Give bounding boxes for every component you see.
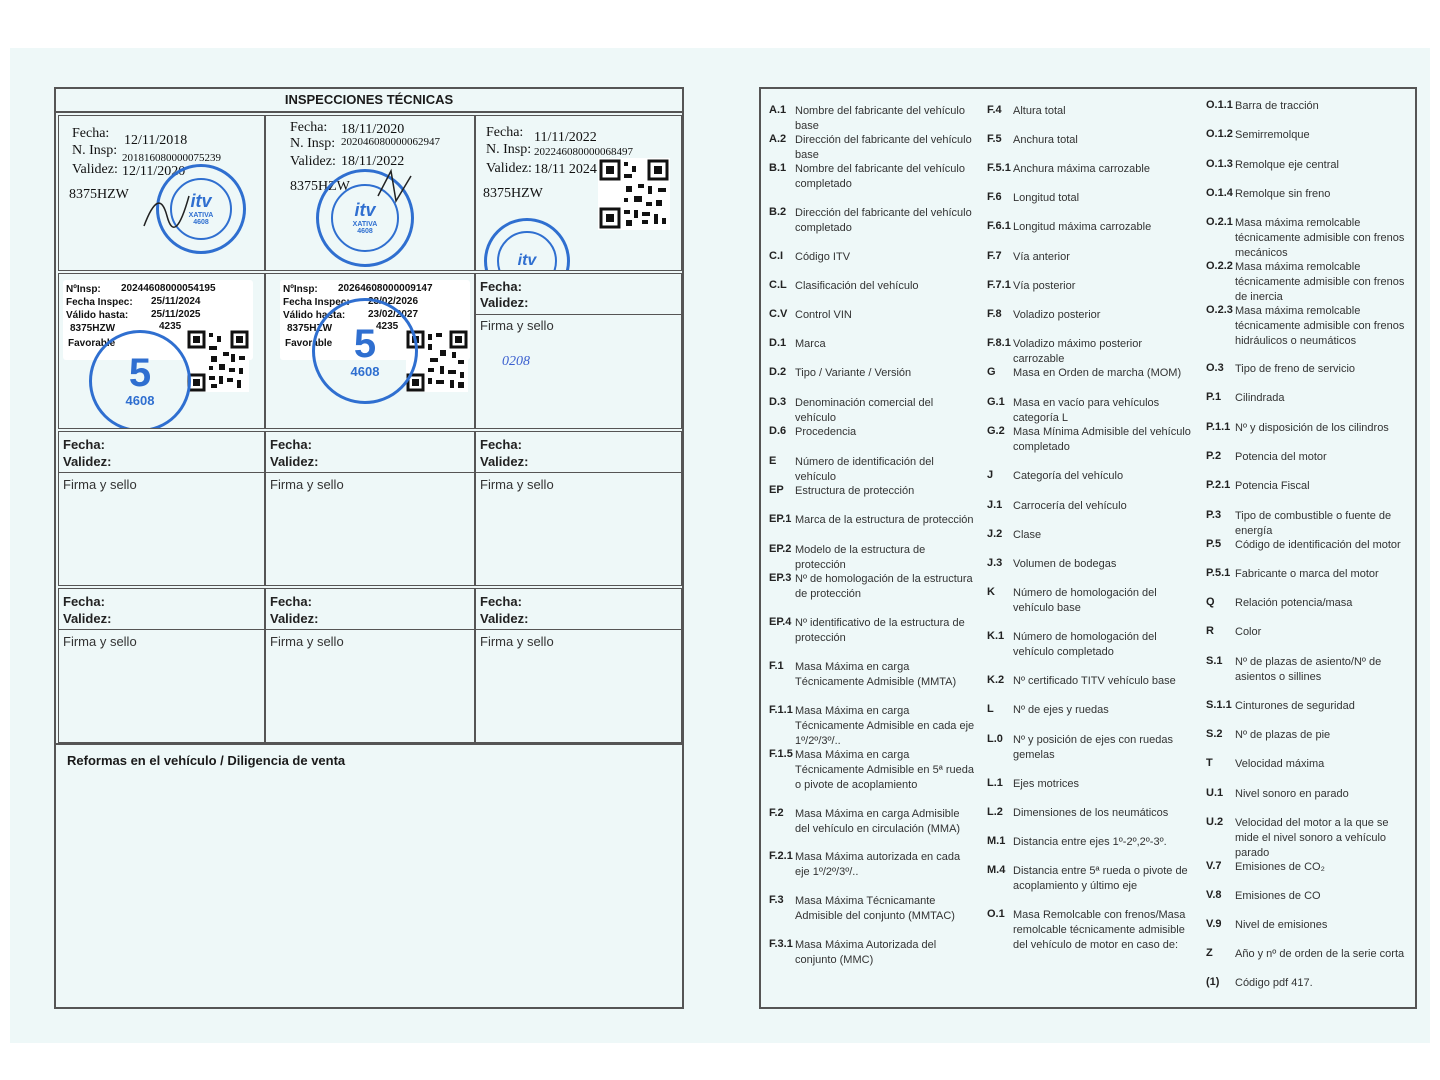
inspection-number: 201816080000075239 — [122, 152, 221, 164]
legend-description: Potencia del motor — [1235, 451, 1327, 463]
inspection-result: Favorable — [68, 338, 116, 349]
inspection-date: 11/11/2022 — [534, 130, 597, 145]
legend-description: Nº identificativo de la estructura de protección — [795, 617, 965, 644]
validez-label: Validez: — [290, 154, 336, 169]
firma-label: Firma y sello — [270, 477, 344, 492]
legend-description: Masa máxima remolcable técnicamente admisible con frenos hidráulicos o neumáticos — [1235, 305, 1405, 347]
fecha-label: Fecha: — [480, 594, 522, 609]
legend-code: F.1 — [769, 660, 784, 672]
legend-description: Nº de plazas de asiento/Nº de asientos o sillines — [1235, 656, 1382, 683]
legend-description: Vía posterior — [1013, 280, 1076, 292]
firma-label: Firma y sello — [270, 634, 344, 649]
inspection-number: 202246080000068497 — [534, 146, 633, 158]
legend-code: P.2 — [1206, 450, 1222, 462]
legend-description: Distancia entre ejes 1º-2º,2º-3º. — [1013, 836, 1167, 848]
inspection-date: 12/11/2018 — [124, 133, 188, 148]
valid-until: 18/11 2024 — [534, 162, 597, 177]
legend-code: D.3 — [769, 396, 787, 408]
legend-description: Anchura total — [1013, 134, 1078, 146]
legend-description: Nivel sonoro en parado — [1235, 788, 1349, 800]
legend-code: D.2 — [769, 366, 787, 378]
legend-code: U.2 — [1206, 816, 1224, 828]
handwritten-note: 0208 — [502, 354, 530, 369]
legend-code: F.6 — [987, 191, 1002, 203]
legend-description: Emisiones de CO — [1235, 890, 1321, 902]
legend-code: F.4 — [987, 104, 1002, 116]
firma-label: Firma y sello — [63, 634, 137, 649]
legend-description: Volumen de bodegas — [1013, 558, 1117, 570]
stamp-number: 4608 — [125, 393, 155, 409]
legend-code: U.1 — [1206, 787, 1224, 799]
legend-code: F.7 — [987, 250, 1002, 262]
reformas-title: Reformas en el vehículo / Diligencia de venta — [67, 753, 346, 768]
firma-label: Firma y sello — [480, 634, 554, 649]
legend-code: EP.4 — [769, 616, 792, 628]
firma-label: Firma y sello — [480, 477, 554, 492]
legend-code: F.6.1 — [987, 220, 1011, 232]
inspections-frame — [54, 87, 684, 1009]
legend-description: Denominación comercial del vehículo — [795, 397, 934, 424]
legend-description: Masa en vacío para vehículos categoría L — [1013, 397, 1160, 424]
fecha-label: Fecha: — [480, 437, 522, 452]
inspection-cell-11 — [265, 588, 475, 743]
legend-description: Anchura máxima carrozable — [1013, 163, 1150, 175]
fecha-label: Fecha: — [290, 120, 328, 135]
legend-code: K.1 — [987, 630, 1005, 642]
inspector-code: 4235 — [159, 321, 182, 332]
insp-label: NºInsp: — [66, 284, 101, 295]
license-plate: 8375HZW — [290, 179, 350, 194]
legend-description: Marca de la estructura de protección — [795, 514, 974, 526]
itv-logo: itv — [354, 200, 376, 221]
legend-description: Nº de homologación de la estructura de protección — [795, 573, 973, 600]
legend-description: Ejes motrices — [1013, 778, 1080, 790]
stamp-town: XATIVA — [352, 221, 378, 229]
legend-description: Barra de tracción — [1235, 100, 1319, 112]
inspection-cell-7 — [58, 431, 265, 586]
legend-code: B.1 — [769, 162, 787, 174]
validez-label: Validez: — [480, 295, 529, 310]
fecha-label: Fecha: — [63, 437, 105, 452]
legend-code: F.5 — [987, 133, 1002, 145]
legend-description: Distancia entre 5ª rueda o pivote de acoplamiento y último eje — [1013, 865, 1188, 892]
insp-label: N. Insp: — [486, 142, 532, 157]
legend-description: Relación potencia/masa — [1235, 597, 1353, 609]
legend-description: Masa Remolcable con frenos/Masa remolcable técnicamente admisible del vehículo de motor en caso de: — [1013, 909, 1186, 951]
itv-logo: itv — [517, 252, 537, 269]
legend-code: F.1.1 — [769, 704, 793, 716]
firma-label: Firma y sello — [480, 318, 554, 333]
license-plate: 8375HZW — [69, 187, 129, 202]
legend-code: J.1 — [987, 499, 1003, 511]
legend-description: Modelo de la estructura de protección — [795, 544, 926, 571]
fecha-label: Fecha: — [72, 126, 110, 141]
legend-description: Año y nº de orden de la serie corta — [1235, 948, 1405, 960]
legend-code: V.9 — [1206, 918, 1222, 930]
reformas-section — [56, 743, 682, 1007]
legend-description: Dirección del fabricante del vehículo completado — [795, 207, 972, 234]
legend-description: Nº y posición de ejes con ruedas gemelas — [1013, 734, 1173, 761]
legend-code: F.8 — [987, 308, 1002, 320]
legend-code: J.2 — [987, 528, 1003, 540]
legend-code: O.1.4 — [1206, 187, 1233, 199]
legend-code: T — [1206, 757, 1213, 769]
legend-code: O.1.3 — [1206, 158, 1233, 170]
legend-code: D.1 — [769, 337, 787, 349]
fecha-label: Fecha: — [486, 125, 524, 140]
legend-code: J — [987, 469, 994, 481]
legend-code: O.3 — [1206, 362, 1224, 374]
inspection-cell-9 — [475, 431, 682, 586]
inspection-date: 23/02/2026 — [368, 296, 419, 307]
insp-label: NºInsp: — [283, 284, 318, 295]
itv-stamp-5 — [312, 298, 418, 404]
legend-code: O.1.2 — [1206, 128, 1233, 140]
legend-description: Nº y disposición de los cilindros — [1235, 422, 1389, 434]
legend-code: O.2.2 — [1206, 260, 1233, 272]
fecha-label: Fecha: — [480, 279, 522, 294]
itv-logo: itv — [190, 191, 212, 212]
legend-description: Color — [1235, 626, 1262, 638]
insp-label: N. Insp: — [72, 143, 118, 158]
legend-description: Masa Máxima en carga Técnicamente Admisible en cada eje 1º/2º/3º/.. — [795, 705, 975, 747]
qr-code-icon — [187, 330, 249, 392]
validez-label: Validez: — [72, 162, 118, 177]
legend-code: EP.3 — [769, 572, 792, 584]
license-plate: 8375HZW — [287, 323, 333, 334]
stamp-number: 4608 — [357, 228, 373, 236]
legend-code: Z — [1206, 947, 1213, 959]
legend-description: Semirremolque — [1235, 129, 1310, 141]
stamp-number: 4608 — [193, 219, 209, 227]
legend-description: Masa máxima remolcable técnicamente admisible con frenos de inercia — [1235, 261, 1405, 303]
legend-description: Procedencia — [795, 426, 857, 438]
legend-description: Clasificación del vehículo — [795, 280, 919, 292]
inspections-title: INSPECCIONES TÉCNICAS — [56, 89, 682, 113]
stamp-town: XATIVA — [188, 212, 214, 220]
legend-code: F.2.1 — [769, 850, 793, 862]
legend-description: Tipo de freno de servicio — [1235, 363, 1356, 375]
legend-code: S.1.1 — [1206, 699, 1232, 711]
legend-code: S.2 — [1206, 728, 1223, 740]
inspection-date: 18/11/2020 — [341, 122, 405, 137]
legend-description: Tipo / Variante / Versión — [795, 367, 912, 379]
legend-description: Masa en Orden de marcha (MOM) — [1013, 367, 1182, 379]
legend-code: F.3.1 — [769, 938, 793, 950]
legend-code: P.1 — [1206, 391, 1222, 403]
stamp-digit: 5 — [353, 321, 377, 366]
legend-code: O.1 — [987, 908, 1005, 920]
license-plate: 8375HZW — [483, 186, 543, 201]
inspection-cell-1 — [58, 115, 265, 271]
legend-code: F.3 — [769, 894, 784, 906]
legend-code: G.1 — [987, 396, 1005, 408]
legend-code: M.4 — [987, 864, 1006, 876]
itv-stamp-5 — [89, 330, 191, 429]
legend-code: F.5.1 — [987, 162, 1011, 174]
legend-description: Nº certificado TITV vehículo base — [1013, 675, 1176, 687]
legend-description: Clase — [1013, 529, 1042, 541]
legend-description: Cinturones de seguridad — [1235, 700, 1355, 712]
legend-description: Código de identificación del motor — [1235, 539, 1401, 551]
legend-description: Vía anterior — [1013, 251, 1070, 263]
legend-description: Altura total — [1013, 105, 1066, 117]
legend-description: Velocidad del motor a la que se mide el nivel sonoro a vehículo parado — [1235, 817, 1389, 859]
legend-code: F.1.5 — [769, 748, 793, 760]
legend-code: EP — [769, 484, 784, 496]
legend-code: C.I — [769, 250, 784, 262]
legend-description: Nivel de emisiones — [1235, 919, 1328, 931]
legend-description: Emisiones de CO₂ — [1235, 861, 1325, 873]
legend-code: P.3 — [1206, 509, 1222, 521]
validez-label: Validez: — [486, 161, 532, 176]
legend-code: M.1 — [987, 835, 1006, 847]
legend-description: Número de homologación del vehículo base — [1013, 587, 1157, 614]
legend-code: D.6 — [769, 425, 787, 437]
legend-description: Masa Máxima en carga Admisible del vehículo en circulación (MMA) — [795, 808, 961, 835]
inspection-cell-4 — [58, 273, 265, 429]
legend-description: Dimensiones de los neumáticos — [1013, 807, 1169, 819]
legend-code: O.2.1 — [1206, 216, 1233, 228]
legend-description: Potencia Fiscal — [1235, 480, 1310, 492]
valid-until: 23/02/2027 — [368, 309, 419, 320]
stamp-digit: 5 — [128, 351, 152, 396]
validez-label: Validez: — [480, 454, 529, 469]
legend-code: E — [769, 455, 777, 467]
legend-code: L.2 — [987, 806, 1003, 818]
signature-icon — [139, 176, 199, 236]
legend-description: Carrocería del vehículo — [1013, 500, 1127, 512]
inspection-cell-12 — [475, 588, 682, 743]
legend-code: S.1 — [1206, 655, 1223, 667]
legend-description: Velocidad máxima — [1235, 758, 1325, 770]
legend-code: Q — [1206, 596, 1215, 608]
validez-label: Validez: — [270, 454, 319, 469]
legend-description: Longitud máxima carrozable — [1013, 221, 1152, 233]
itv-stamp — [484, 218, 570, 271]
valid-until: 18/11/2022 — [341, 154, 405, 169]
legend-code: K.2 — [987, 674, 1005, 686]
inspection-number: 20264608000009147 — [338, 283, 433, 294]
inspection-number: 202046080000062947 — [341, 136, 440, 148]
legend-code: P.5.1 — [1206, 567, 1231, 579]
fecha-label: Fecha: — [270, 437, 312, 452]
legend-description: Fabricante o marca del motor — [1235, 568, 1379, 580]
legend-code: EP.2 — [769, 543, 792, 555]
legend-description: Marca — [795, 338, 826, 350]
legend-code: EP.1 — [769, 513, 792, 525]
inspection-cell-8 — [265, 431, 475, 586]
inspector-code: 4235 — [376, 321, 399, 332]
inspection-cell-10 — [58, 588, 265, 743]
legend-description: Cilindrada — [1235, 392, 1285, 404]
legend-code: F.8.1 — [987, 337, 1011, 349]
firma-label: Firma y sello — [63, 477, 137, 492]
legend-description: Número de identificación del vehículo — [795, 456, 934, 483]
inspection-result: Favorable — [285, 338, 333, 349]
legend-description: Masa Máxima Autorizada del conjunto (MMC) — [795, 939, 937, 966]
validez-label: Validez: — [63, 611, 112, 626]
legend-code: L.1 — [987, 777, 1003, 789]
stamp-number: 4608 — [350, 363, 380, 379]
legend-code: L — [987, 703, 994, 715]
legend-code: B.2 — [769, 206, 787, 218]
insp-label: N. Insp: — [290, 136, 336, 151]
license-plate: 8375HZW — [70, 323, 116, 334]
legend-description: Nº de ejes y ruedas — [1013, 704, 1109, 716]
legend-description: Masa Máxima autorizada en cada eje 1º/2º/3º/.. — [795, 851, 961, 878]
legend-description: Número de homologación del vehículo completado — [1013, 631, 1157, 658]
legend-code: C.L — [769, 279, 787, 291]
inspection-cell-3 — [475, 115, 682, 271]
signature-icon — [376, 166, 416, 206]
legend-description: Masa máxima remolcable técnicamente admisible con frenos mecánicos — [1235, 217, 1405, 259]
legend-description: Masa Máxima en carga Técnicamente Admisible en 5ª rueda o pivote de acoplamiento — [795, 749, 974, 791]
legend-code: O.2.3 — [1206, 304, 1233, 316]
legend-description: Estructura de protección — [795, 485, 915, 497]
legend-description: Tipo de combustible o fuente de energía — [1235, 510, 1392, 537]
legend-description: Código ITV — [795, 251, 851, 263]
validez-label: Válido hasta: — [66, 310, 129, 321]
validez-label: Válido hasta: — [283, 310, 346, 321]
legend-description: Remolque sin freno — [1235, 188, 1331, 200]
legend-description: Masa Máxima Técnicamante Admisible del conjunto (MMTAC) — [795, 895, 955, 922]
legend-code: (1) — [1206, 976, 1220, 988]
legend-code: L.0 — [987, 733, 1003, 745]
legend-code: A.1 — [769, 104, 787, 116]
fecha-label: Fecha: — [63, 594, 105, 609]
validez-label: Validez: — [270, 611, 319, 626]
validez-label: Validez: — [63, 454, 112, 469]
legend-description: Dirección del fabricante del vehículo base — [795, 134, 972, 161]
legend-code: P.2.1 — [1206, 479, 1231, 491]
legend-description: Voladizo máximo posterior carrozable — [1013, 338, 1143, 365]
legend-description: Control VIN — [795, 309, 852, 321]
legend-code: P.5 — [1206, 538, 1222, 550]
legend-code: C.V — [769, 308, 788, 320]
legend-description: Nombre del fabricante del vehículo completado — [795, 163, 965, 190]
legend-code: G.2 — [987, 425, 1005, 437]
legend-description: Nombre del fabricante del vehículo base — [795, 105, 965, 132]
qr-code-icon — [598, 158, 670, 230]
legend-code: G — [987, 366, 996, 378]
legend-code: K — [987, 586, 995, 598]
legend-code: O.1.1 — [1206, 99, 1233, 111]
legend-description: Código pdf 417. — [1235, 977, 1313, 989]
legend-code: V.8 — [1206, 889, 1222, 901]
legend-description: Masa Máxima en carga Técnicamente Admisible (MMTA) — [795, 661, 957, 688]
legend-code: P.1.1 — [1206, 421, 1231, 433]
legend-description: Remolque eje central — [1235, 159, 1339, 171]
legend-description: Masa Mínima Admisible del vehículo completado — [1013, 426, 1191, 453]
legend-description: Voladizo posterior — [1013, 309, 1101, 321]
legend-description: Nº de plazas de pie — [1235, 729, 1331, 741]
inspection-number: 20244608000054195 — [121, 283, 216, 294]
legend-code: F.7.1 — [987, 279, 1011, 291]
legend-code: J.3 — [987, 557, 1003, 569]
legend-code: A.2 — [769, 133, 787, 145]
inspection-cell-6 — [475, 273, 682, 429]
valid-until: 25/11/2025 — [151, 309, 201, 320]
legend-code: F.2 — [769, 807, 784, 819]
fecha-label: Fecha: — [270, 594, 312, 609]
valid-until: 12/11/2020 — [122, 164, 186, 179]
legend-code: V.7 — [1206, 860, 1222, 872]
fecha-label: Fecha Inspec: — [283, 297, 350, 308]
validez-label: Validez: — [480, 611, 529, 626]
legend-description: Categoría del vehículo — [1013, 470, 1124, 482]
legend-description: Longitud total — [1013, 192, 1080, 204]
inspection-date: 25/11/2024 — [151, 296, 201, 307]
field-legend-frame — [759, 87, 1417, 1009]
inspection-cell-5 — [265, 273, 475, 429]
fecha-label: Fecha Inspec: — [66, 297, 133, 308]
inspection-cell-2 — [265, 115, 475, 271]
legend-code: R — [1206, 625, 1214, 637]
